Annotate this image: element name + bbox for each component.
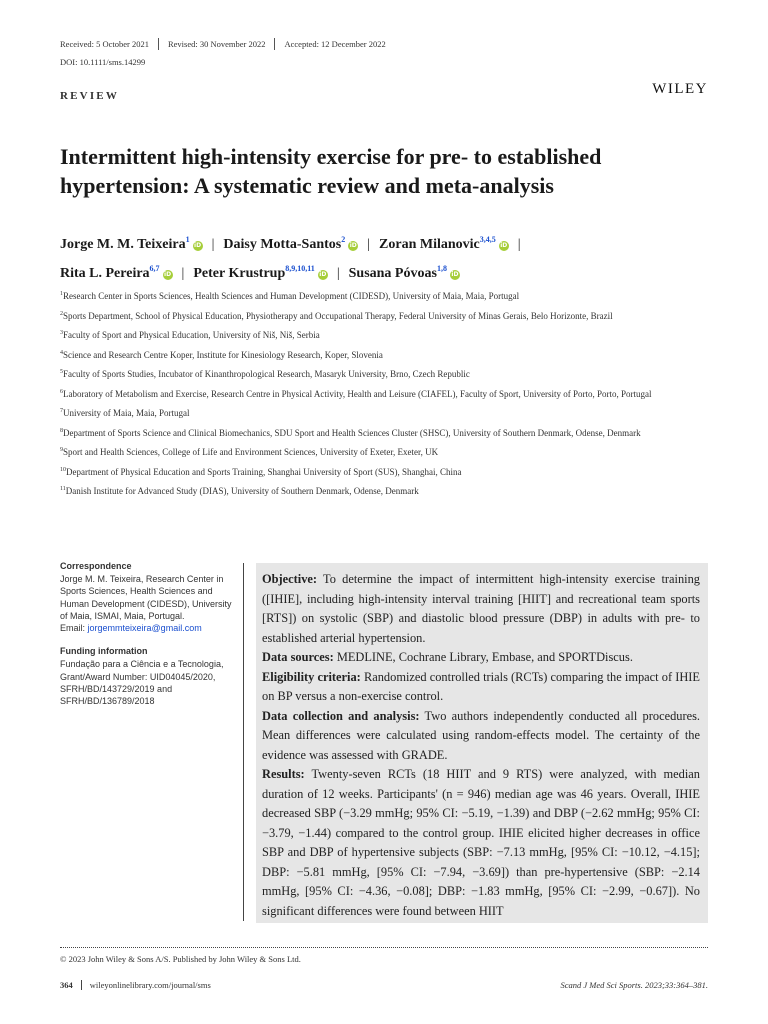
affiliation: $^5$Faculty of Sports Studies, Incubator of Kinanthropological Research, Masaryk University, Brno, Czech Republic xyxy=(60,369,470,379)
section-label: REVIEW xyxy=(60,90,120,102)
author[interactable]: Peter Krustrup$^{8,9,10,11}$iD xyxy=(193,264,327,281)
affiliation: $^8$Department of Sports Science and Clinical Biomechanics, SDU Sport and Health Sciences Cluster (SHSC), University of Southern Denmark, Odense, Denmark xyxy=(60,427,641,438)
received-date: Received: 5 October 2021 xyxy=(60,38,159,50)
affiliation: $^{10}$Department of Physical Education and Sports Training, Shanghai University of Sport (SUS), Shanghai, China xyxy=(60,466,462,477)
copyright: © 2023 John Wiley & Sons A/S. Published by John Wiley & Sons Ltd. xyxy=(60,954,301,964)
affiliation: $^1$Research Center in Sports Sciences, Health Sciences and Human Development (CIDESD), University of Maia, Maia, Portugal xyxy=(60,291,520,301)
orcid-icon[interactable]: iD xyxy=(500,242,508,249)
abstract-paragraph: Eligibility criteria: Randomized controlled trials (RCTs) comparing the impact of IHIE on BP versus a non-exercise control. xyxy=(262,669,700,703)
abstract xyxy=(256,563,708,923)
doi[interactable]: DOI: 10.1111/sms.14299 xyxy=(60,57,146,67)
affiliation: $^3$Faculty of Sport and Physical Education, University of Niš, Niš, Serbia xyxy=(60,330,320,340)
author-list: Jorge M. M. Teixeira$^1$iD | Daisy Motta-Santos$^2$iD | Zoran Milanovic$^{3,4,5}$iD | Rita L. Pereira$^{6,7}$iD | Peter Krustrup$^{8,9,10,11}$iD | Susana Póvoas$^{1,8}$iD xyxy=(60,235,521,281)
orcid-icon[interactable]: iD xyxy=(349,242,357,249)
abstract-paragraph: Data collection and analysis: Two authors independently conducted all procedures. Mean differences were calculated using random-effects model. The certainty of the evidence was assessed with GRADE. xyxy=(262,708,700,762)
revised-date: Revised: 30 November 2022 xyxy=(168,38,276,50)
abstract-paragraph: Results: Twenty-seven RCTs (18 HIIT and 9 RTS) were analyzed, with median duration of 12 weeks. Participants' (n = 946) median age was 46 years. Overall, IHIE decreased SBP (−3.29 mmHg; 95% CI: −5.19, −1.39) and DBP (−2.62 mmHg; 95% CI: −3.79, −1.44) compared to the control group. IHIE elicited higher decreases in office SBP and DBP of hypertensive subjects (SBP: −7.13 mmHg, [95% CI: −10.12, −4.15]; DBP: −5.81 mmHg, [95% CI: −7.94, −3.69]) than pre-hypertensive (SBP: −2.14 mmHg, [95% CI: −4.36, −0.08]; DBP: −1.83 mmHg, [95% CI: −2.99, −0.67]). No significant differences were found between HIIT xyxy=(262,767,700,918)
correspondence-block xyxy=(60,560,240,634)
accepted-date: Accepted: 12 December 2022 xyxy=(284,39,386,49)
author[interactable]: Rita L. Pereira$^{6,7}$iD xyxy=(60,264,172,281)
orcid-icon[interactable]: iD xyxy=(451,271,459,278)
author[interactable]: Daisy Motta-Santos$^2$iD xyxy=(223,235,357,252)
correspondence-heading: Correspondence xyxy=(60,561,132,571)
affiliation: $^{11}$Danish Institute for Advanced Study (DIAS), University of Southern Denmark, Odense, Denmark xyxy=(60,486,419,496)
article-title: Intermittent high-intensity exercise for pre- to established hypertension: A systematic review and meta-analysis xyxy=(60,144,602,198)
author[interactable]: Jorge M. M. Teixeira$^1$iD xyxy=(60,235,202,252)
funding-block xyxy=(60,645,240,707)
author[interactable]: Zoran Milanovic$^{3,4,5}$iD xyxy=(379,235,508,252)
affiliation: $^7$University of Maia, Maia, Portugal xyxy=(60,408,190,418)
journal-citation: Scand J Med Sci Sports. 2023;33:364–381. xyxy=(560,980,708,990)
affiliation: $^6$Laboratory of Metabolism and Exercise, Research Centre in Physical Activity, Health and Leisure (CIAFEL), Faculty of Sport, University of Porto, Porto, Portugal xyxy=(60,388,652,399)
abstract-paragraph: Objective: To determine the impact of intermittent high-intensity exercise training ([IHIE], including high-intensity interval training [HIIT] and recreational team sports [RTS]) on systolic (SBP) and diastolic blood pressure (DBP) in adults with pre- to established arterial hypertension. xyxy=(262,572,700,645)
column-divider xyxy=(243,563,244,921)
affiliation: $^2$Sports Department, School of Physical Education, Physiotherapy and Occupational Therapy, Federal University of Minas Gerais, Belo Horizonte, Brazil xyxy=(60,310,613,321)
funding-body: Fundação para a Ciência e a Tecnologia, Grant/Award Number: UID04045/2020, SFRH/BD/143729/2019 and SFRH/BD/136789/2018 xyxy=(60,659,224,707)
article-dates xyxy=(60,38,404,50)
author[interactable]: Susana Póvoas$^{1,8}$iD xyxy=(348,264,459,281)
email-label: Email: xyxy=(60,623,86,634)
page-footer xyxy=(60,980,708,990)
correspondence-body: Jorge M. M. Teixeira, Research Center in Sports Sciences, Health Sciences and Human Development (CIDESD), University of Maia, ISMAI, Maia, Portugal. xyxy=(60,574,232,621)
affiliation: $^9$Sport and Health Sciences, College of Life and Environment Sciences, University of Exeter, Exeter, UK xyxy=(60,447,439,457)
footer-divider xyxy=(60,947,708,948)
journal-url[interactable]: wileyonlinelibrary.com/journal/sms xyxy=(89,980,211,990)
email-link[interactable]: jorgemmteixeira@gmail.com xyxy=(87,623,202,634)
affiliations xyxy=(60,288,710,503)
page-number: 364 xyxy=(60,980,82,990)
orcid-icon[interactable]: iD xyxy=(319,271,327,278)
affiliation: $^4$Science and Research Centre Koper, Institute for Kinesiology Research, Koper, Slovenia xyxy=(60,349,383,360)
sidebar-info xyxy=(60,560,240,718)
orcid-icon[interactable]: iD xyxy=(194,242,202,249)
publisher-logo: WILEY xyxy=(652,81,708,97)
orcid-icon[interactable]: iD xyxy=(164,271,172,278)
funding-heading: Funding information xyxy=(60,646,148,657)
abstract-paragraph: Data sources: MEDLINE, Cochrane Library, Embase, and SPORTDiscus. xyxy=(262,650,633,664)
